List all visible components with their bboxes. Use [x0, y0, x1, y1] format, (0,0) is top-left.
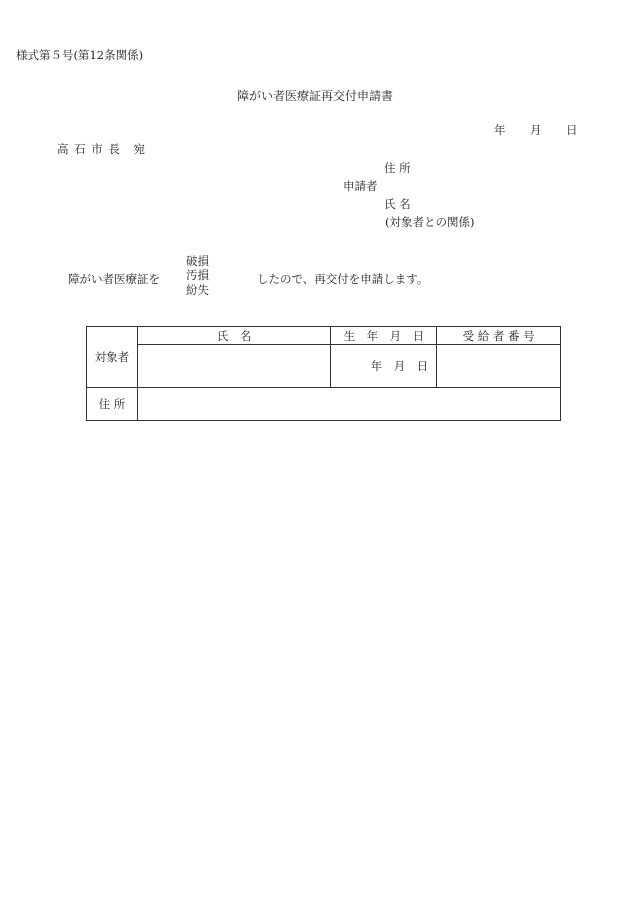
applicant-role-label: 申請者: [343, 179, 378, 193]
applicant-name-label: 氏 名: [384, 197, 411, 211]
date-month-label: 月: [530, 123, 542, 137]
name-column-header: 氏 名: [137, 327, 331, 345]
birthdate-column-header: 生 年 月 日: [331, 327, 437, 345]
page-title: 障がい者医療証再交付申請書: [236, 89, 394, 103]
statement-prefix: 障がい者医療証を: [68, 272, 160, 286]
subject-address-field[interactable]: [137, 388, 560, 421]
applicant-relation-label: (対象者との関係): [385, 215, 475, 229]
recipient-number-column-header: 受 給 者 番 号: [437, 327, 561, 345]
address-row-label: 住 所: [87, 388, 138, 421]
recipient-number-field[interactable]: [437, 345, 561, 388]
subject-table: [86, 326, 561, 421]
option-damaged: 破損: [186, 254, 209, 268]
birthdate-placeholder: 年 月 日: [370, 359, 429, 373]
date-year-label: 年: [494, 123, 506, 137]
statement-suffix: したので、再交付を申請します。: [257, 272, 429, 286]
applicant-address-label: 住 所: [384, 161, 411, 175]
subject-row-label: 対象者: [87, 327, 138, 388]
subject-birthdate-field[interactable]: [331, 345, 437, 388]
subject-name-field[interactable]: [137, 345, 331, 388]
option-lost: 紛失: [186, 283, 209, 297]
option-soiled: 汚損: [186, 268, 209, 282]
date-day-label: 日: [566, 123, 578, 137]
form-reference: 様式第５号(第12条関係): [16, 48, 144, 62]
addressee: 高 石 市 長 宛: [57, 142, 146, 156]
